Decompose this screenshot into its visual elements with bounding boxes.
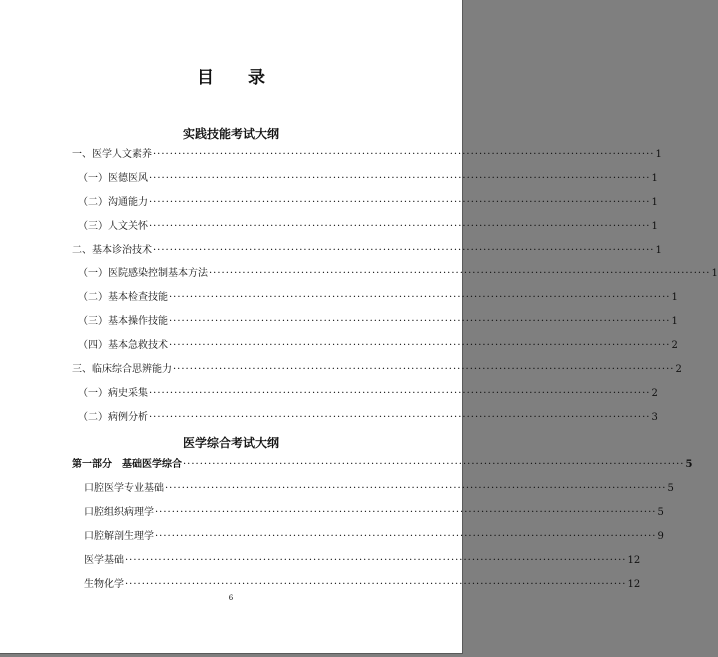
toc-leader: ························································································································ <box>169 292 671 303</box>
toc-leader: ························································································································ <box>165 483 667 494</box>
section-heading-medical-comprehensive: 医学综合考试大纲 <box>182 436 279 450</box>
toc-entry <box>72 458 693 472</box>
toc-leader: ························································································································ <box>149 412 651 423</box>
toc-entry-label: 第一部分 基础医学综合 <box>72 459 182 470</box>
toc-entry <box>78 196 658 210</box>
toc-entry <box>78 411 658 425</box>
toc-entry <box>78 291 678 305</box>
toc-entry-page: 9 <box>657 531 664 542</box>
toc-entry-label: （三）人文关怀 <box>78 221 148 232</box>
toc-entry <box>78 387 658 401</box>
toc-leader: ························································································································ <box>169 340 671 351</box>
toc-leader: ························································································································ <box>155 507 657 518</box>
toc-entry-page: 2 <box>651 388 658 399</box>
toc-entry-label: 口腔解剖生理学 <box>84 531 154 542</box>
toc-entry-page: 1 <box>651 221 658 232</box>
toc-entry <box>78 172 658 186</box>
toc-entry-label: （一）医德医风 <box>78 173 148 184</box>
toc-leader: ························································································································ <box>153 149 655 160</box>
toc-entry-page: 5 <box>667 483 674 494</box>
toc-entry <box>84 482 674 496</box>
toc-entry <box>84 578 641 592</box>
toc-entry <box>78 315 678 329</box>
toc-entry-label: 三、临床综合思辨能力 <box>72 364 172 375</box>
toc-entry <box>84 530 664 544</box>
toc-entry-page: 2 <box>671 340 678 351</box>
toc-entry-label: 口腔医学专业基础 <box>84 483 164 494</box>
toc-entry-label: 生物化学 <box>84 579 124 590</box>
toc-title: 目 录 <box>197 68 279 88</box>
toc-entry-page: 5 <box>657 507 664 518</box>
toc-leader: ························································································································ <box>183 459 685 470</box>
toc-leader: ························································································································ <box>153 245 655 256</box>
toc-entry <box>84 506 664 520</box>
toc-leader: ························································································································ <box>149 388 651 399</box>
toc-entry-label: （一）病史采集 <box>78 388 148 399</box>
toc-entry <box>78 267 718 281</box>
toc-entry-page: 1 <box>651 173 658 184</box>
toc-entry-label: （四）基本急救技术 <box>78 340 168 351</box>
toc-entry-page: 1 <box>651 197 658 208</box>
toc-leader: ························································································································ <box>169 316 671 327</box>
toc-entry <box>72 363 682 377</box>
toc-entry-label: （二）沟通能力 <box>78 197 148 208</box>
toc-entry-page: 3 <box>651 412 658 423</box>
toc-entry-page: 1 <box>671 292 678 303</box>
toc-entry-label: 口腔组织病理学 <box>84 507 154 518</box>
toc-leader: ························································································································ <box>149 173 651 184</box>
toc-leader: ························································································································ <box>125 555 627 566</box>
toc-entry-page: 1 <box>711 268 718 279</box>
toc-entry-page: 12 <box>627 555 641 566</box>
toc-entry-page: 1 <box>655 149 662 160</box>
toc-entry-label: （一）医院感染控制基本方法 <box>78 268 208 279</box>
toc-entry-label: 一、医学人文素养 <box>72 149 152 160</box>
toc-leader: ························································································································ <box>155 531 657 542</box>
toc-entry-label: （三）基本操作技能 <box>78 316 168 327</box>
toc-entry-label: 二、基本诊治技术 <box>72 245 152 256</box>
toc-leader: ························································································································ <box>209 268 711 279</box>
toc-entry-label: 医学基础 <box>84 555 124 566</box>
toc-entry <box>78 220 658 234</box>
toc-leader: ························································································································ <box>149 197 651 208</box>
page-number: 6 <box>228 594 234 602</box>
toc-entry-page: 12 <box>627 579 641 590</box>
toc-leader: ························································································································ <box>173 364 675 375</box>
toc-entry <box>78 339 678 353</box>
toc-entry-page: 1 <box>671 316 678 327</box>
toc-entry-page: 5 <box>685 459 693 470</box>
toc-entry-label: （二）病例分析 <box>78 412 148 423</box>
toc-entry <box>72 244 662 258</box>
toc-entry-page: 1 <box>655 245 662 256</box>
toc-entry-label: （二）基本检查技能 <box>78 292 168 303</box>
section-heading-practical-skills: 实践技能考试大纲 <box>182 127 279 141</box>
toc-leader: ························································································································ <box>125 579 627 590</box>
toc-entry-page: 2 <box>675 364 682 375</box>
toc-entry <box>72 148 662 162</box>
toc-leader: ························································································································ <box>149 221 651 232</box>
toc-entry <box>84 554 641 568</box>
